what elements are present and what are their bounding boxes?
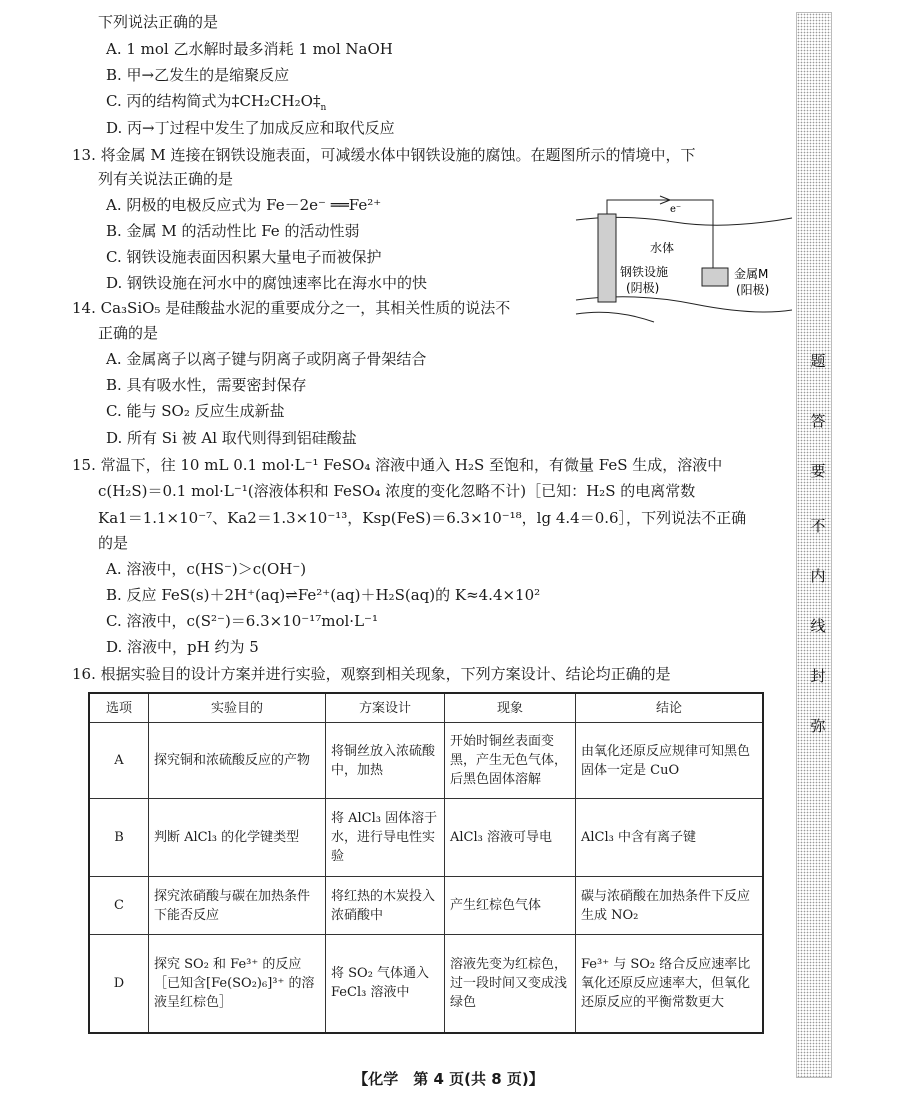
seal-char: 内	[810, 567, 826, 585]
q14-option-b: B. 具有吸水性，需要密封保存	[106, 376, 307, 394]
table-cell: B	[89, 799, 149, 877]
q15-option-d: D. 溶液中，pH 约为 5	[106, 638, 259, 656]
steel-structure	[598, 214, 616, 302]
q15-stem-line4: 的是	[98, 534, 129, 552]
table-header-cell: 选项	[89, 693, 149, 723]
steel-cathode-label: (阴极)	[626, 281, 660, 295]
table-cell: A	[89, 723, 149, 799]
q15-stem-line2: c(H₂S)＝0.1 mol·L⁻¹(溶液体积和 FeSO₄ 浓度的变化忽略不计)［已知：H₂S 的电离常数	[98, 482, 696, 500]
corrosion-diagram	[574, 192, 794, 332]
electron-label: e⁻	[670, 204, 682, 215]
q15-stem-line3: Ka1＝1.1×10⁻⁷、Ka2＝1.3×10⁻¹³，Ksp(FeS)＝6.3×10⁻¹⁸，lg 4.4＝0.6］，下列说法不正确	[98, 509, 747, 527]
seal-char: 答	[810, 412, 826, 430]
table-header-cell: 结论	[576, 693, 764, 723]
water-label: 水体	[650, 241, 675, 255]
table-cell: 探究铜和浓硫酸反应的产物	[149, 723, 326, 799]
table-header-cell: 现象	[445, 693, 576, 723]
q12-stem: 下列说法正确的是	[98, 13, 219, 31]
q14-stem-line1: 14. Ca₃SiO₅ 是硅酸盐水泥的重要成分之一，其相关性质的说法不	[72, 299, 511, 317]
metal-label: 金属M	[734, 267, 769, 281]
table-cell: 将 AlCl₃ 固体溶于水，进行导电性实验	[326, 799, 445, 877]
q13-option-a: A. 阴极的电极反应式为 Fe－2e⁻ ══Fe²⁺	[106, 196, 382, 214]
q13-option-b: B. 金属 M 的活动性比 Fe 的活动性弱	[106, 222, 360, 240]
q12-option-c-prefix: C. 丙的结构简式为	[106, 92, 232, 110]
seal-char: 封	[810, 667, 826, 685]
q12-option-d: D. 丙→丁过程中发生了加成反应和取代反应	[106, 119, 395, 137]
q15-option-c: C. 溶液中，c(S²⁻)＝6.3×10⁻¹⁷mol·L⁻¹	[106, 612, 378, 630]
table-cell: 将铜丝放入浓硫酸中，加热	[326, 723, 445, 799]
table-cell: 判断 AlCl₃ 的化学键类型	[149, 799, 326, 877]
wire	[607, 200, 713, 268]
table-cell: 产生红棕色气体	[445, 877, 576, 935]
table-row	[89, 799, 763, 877]
q14-stem-line2: 正确的是	[98, 324, 159, 342]
table-header-cell: 实验目的	[149, 693, 326, 723]
table-row	[89, 935, 763, 1033]
q14-option-a: A. 金属离子以离子键与阴离子或阴离子骨架结合	[106, 350, 427, 368]
table-header-cell: 方案设计	[326, 693, 445, 723]
q15-option-b: B. 反应 FeS(s)＋2H⁺(aq)⇌Fe²⁺(aq)＋H₂S(aq)的 K≈4.4×10²	[106, 586, 541, 604]
steel-label: 钢铁设施	[620, 265, 669, 279]
table-cell: D	[89, 935, 149, 1033]
table-cell: AlCl₃ 溶液可导电	[445, 799, 576, 877]
q13-option-d: D. 钢铁设施在河水中的腐蚀速率比在海水中的快	[106, 274, 428, 292]
q12-option-c-sub: n	[320, 103, 327, 113]
table-cell: 将红热的木炭投入浓硝酸中	[326, 877, 445, 935]
q14-option-d: D. 所有 Si 被 Al 取代则得到铝硅酸盐	[106, 429, 357, 447]
table-row	[89, 723, 763, 799]
table-header-row	[89, 693, 763, 723]
experiment-table	[88, 692, 764, 1034]
table-cell: Fe³⁺ 与 SO₂ 络合反应速率比氧化还原反应速率大，但氧化还原反应的平衡常数更大	[576, 935, 764, 1033]
table-cell: 碳与浓硝酸在加热条件下反应生成 NO₂	[576, 877, 764, 935]
table-cell: 溶液先变为红棕色，过一段时间又变成浅绿色	[445, 935, 576, 1033]
table-cell: 开始时铜丝表面变黑，产生无色气体，后黑色固体溶解	[445, 723, 576, 799]
metal-anode-label: (阳极)	[736, 283, 770, 297]
q16-stem: 16. 根据实验目的设计方案并进行实验，观察到相关现象，下列方案设计、结论均正确的是	[72, 665, 671, 683]
q15-option-a: A. 溶液中，c(HS⁻)＞c(OH⁻)	[106, 560, 307, 578]
table-row	[89, 877, 763, 935]
seal-char: 弥	[810, 717, 826, 735]
page-footer: 【化学 第 4 页(共 8 页)】	[353, 1070, 544, 1088]
q15-stem-line1: 15. 常温下，往 10 mL 0.1 mol·L⁻¹ FeSO₄ 溶液中通入 H₂S 至饱和，有微量 FeS 生成，溶液中	[72, 456, 723, 474]
seal-char: 线	[810, 617, 826, 635]
table-cell: C	[89, 877, 149, 935]
table-cell: 探究 SO₂ 和 Fe³⁺ 的反应［已知含[Fe(SO₂)₆]³⁺ 的溶液呈红棕色］	[149, 935, 326, 1033]
q13-option-c: C. 钢铁设施表面因积累大量电子而被保护	[106, 248, 382, 266]
metal-m-block	[702, 268, 728, 286]
q12-option-c: C. 丙的结构简式为$\ddagger CH_2CH_2O\ddagger_n$	[106, 91, 327, 113]
q12-option-c-formula: CH₂CH₂O	[239, 92, 313, 110]
q13-stem-line1: 13. 将金属 M 连接在钢铁设施表面，可减缓水体中钢铁设施的腐蚀。在题图所示的情境中，下	[72, 146, 696, 164]
q13-stem-line2: 列有关说法正确的是	[98, 170, 234, 188]
table-cell: AlCl₃ 中含有离子键	[576, 799, 764, 877]
q12-option-a: A. 1 mol 乙水解时最多消耗 1 mol NaOH	[106, 40, 393, 58]
seal-char: 题	[810, 352, 826, 370]
table-cell: 将 SO₂ 气体通入 FeCl₃ 溶液中	[326, 935, 445, 1033]
seal-char: 要	[810, 462, 826, 480]
seal-char: 不	[810, 517, 826, 535]
riverbed-line-2	[576, 312, 654, 322]
table-cell: 由氧化还原反应规律可知黑色固体一定是 CuO	[576, 723, 764, 799]
seal-strip	[796, 12, 832, 1078]
q14-option-c: C. 能与 SO₂ 反应生成新盐	[106, 402, 285, 420]
q12-option-b: B. 甲→乙发生的是缩聚反应	[106, 66, 290, 84]
table-cell: 探究浓硝酸与碳在加热条件下能否反应	[149, 877, 326, 935]
